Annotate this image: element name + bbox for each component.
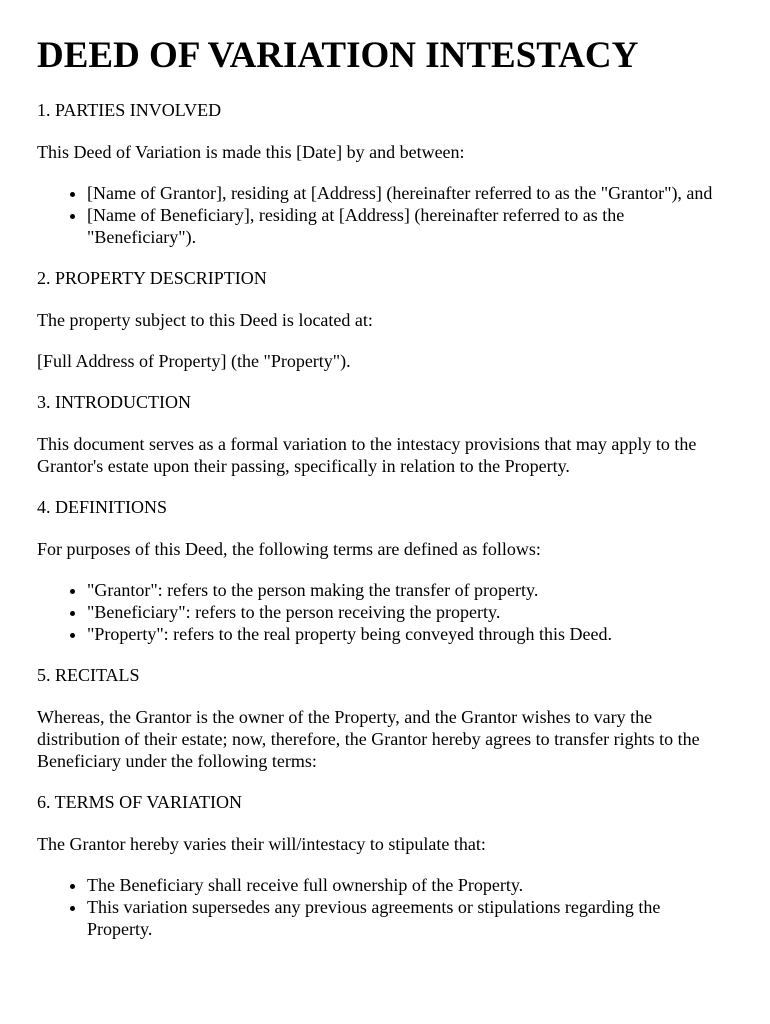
parties-intro: This Deed of Variation is made this [Date] by and between: [37, 141, 465, 162]
terms-intro: The Grantor hereby varies their will/intestacy to stipulate that: [37, 833, 486, 854]
section-heading-terms: 6. TERMS OF VARIATION [37, 791, 243, 812]
recitals-text: Whereas, the Grantor is the owner of the Property, and the Grantor wishes to vary the distribution of their estate; now, therefore, the Grantor hereby agrees to transfer rights to the Beneficiary under the following terms: [37, 706, 700, 771]
introduction-text: This document serves as a formal variation to the intestacy provisions that may apply to the Grantor's estate upon their passing, specifically in relation to the Property. [37, 433, 697, 476]
section-heading-property: 2. PROPERTY DESCRIPTION [37, 267, 267, 288]
terms-list [37, 874, 730, 940]
parties-list [37, 182, 730, 248]
list-item: • The Beneficiary shall receive full ownership of the Property. [87, 874, 730, 896]
section-heading-parties: 1. PARTIES INVOLVED [37, 99, 222, 120]
section-heading-introduction: 3. INTRODUCTION [37, 391, 191, 412]
document-title: DEED OF VARIATION INTESTACY [37, 35, 639, 76]
list-item: • [Name of Grantor], residing at [Address] (hereinafter referred to as the "Grantor"), and [87, 182, 730, 204]
section-heading-definitions: 4. DEFINITIONS [37, 496, 167, 517]
definitions-list [37, 579, 730, 645]
list-item: • "Property": refers to the real property being conveyed through this Deed. [87, 623, 730, 645]
definitions-intro: For purposes of this Deed, the following terms are defined as follows: [37, 538, 541, 559]
list-item: • This variation supersedes any previous agreements or stipulations regarding the Property. [87, 896, 730, 940]
list-item: • [Name of Beneficiary], residing at [Address] (hereinafter referred to as the "Beneficiary"). [87, 204, 730, 248]
list-item: • "Grantor": refers to the person making the transfer of property. [87, 579, 730, 601]
property-address: [Full Address of Property] (the "Property"). [37, 350, 351, 371]
section-heading-recitals: 5. RECITALS [37, 664, 140, 685]
property-intro: The property subject to this Deed is located at: [37, 309, 373, 330]
list-item: • "Beneficiary": refers to the person receiving the property. [87, 601, 730, 623]
